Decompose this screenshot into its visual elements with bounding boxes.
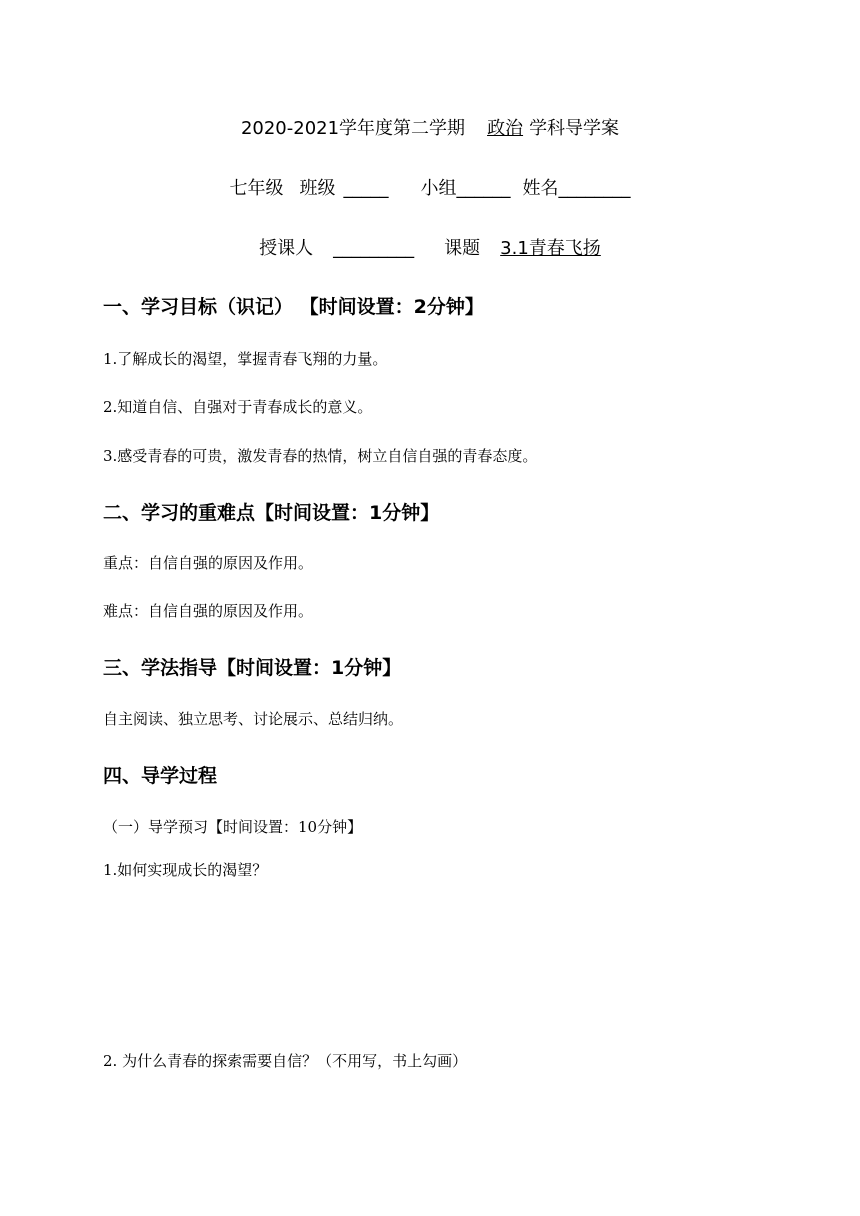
title-prefix: 2020-2021学年度第二学期 (240, 118, 466, 139)
grade-label: 七年级 (229, 178, 284, 199)
title-suffix: 学科导学案 (529, 118, 620, 139)
student-info-line (0, 174, 860, 200)
lesson-label: 课题 (444, 238, 481, 259)
preview-question: 2. 为什么青春的探索需要自信？（不用写，书上勾画） (103, 1052, 468, 1070)
teacher-label: 授课人 (259, 238, 314, 259)
section-guided-process-title: 四、导学过程 (103, 765, 218, 787)
preview-subsection-title: （一）导学预习【时间设置：10分钟】 (103, 818, 363, 836)
group-blank[interactable]: ______ (456, 178, 511, 199)
objective-item: 1.了解成长的渴望，掌握青春飞翔的力量。 (103, 350, 388, 368)
objective-item: 3.感受青春的可贵，激发青春的热情，树立自信自强的青春态度。 (103, 447, 538, 465)
document-title (0, 114, 860, 140)
section-key-points-title: 二、学习的重难点【时间设置：1分钟】 (103, 502, 440, 524)
objective-item: 2.知道自信、自强对于青春成长的意义。 (103, 398, 373, 416)
difficult-point-item: 难点：自信自强的原因及作用。 (103, 602, 314, 620)
name-blank[interactable]: ________ (558, 178, 631, 199)
teacher-blank[interactable]: _________ (333, 238, 415, 259)
method-guide-item: 自主阅读、独立思考、讨论展示、总结归纳。 (103, 710, 404, 728)
preview-question: 1.如何实现成长的渴望？ (103, 861, 268, 879)
key-point-item: 重点：自信自强的原因及作用。 (103, 554, 314, 572)
lesson-info-line (0, 234, 860, 260)
group-label: 小组 (420, 178, 457, 199)
subject-name: 政治 (487, 118, 524, 139)
answer-area[interactable] (103, 885, 753, 1035)
lesson-title: 3.1青春飞扬 (500, 238, 601, 259)
class-label: 班级 (299, 178, 336, 199)
name-label: 姓名 (522, 178, 559, 199)
section-method-guide-title: 三、学法指导【时间设置：1分钟】 (103, 657, 402, 679)
section-learning-objectives-title: 一、学习目标（识记） 【时间设置：2分钟】 (103, 296, 484, 318)
class-blank[interactable]: _____ (343, 178, 389, 199)
